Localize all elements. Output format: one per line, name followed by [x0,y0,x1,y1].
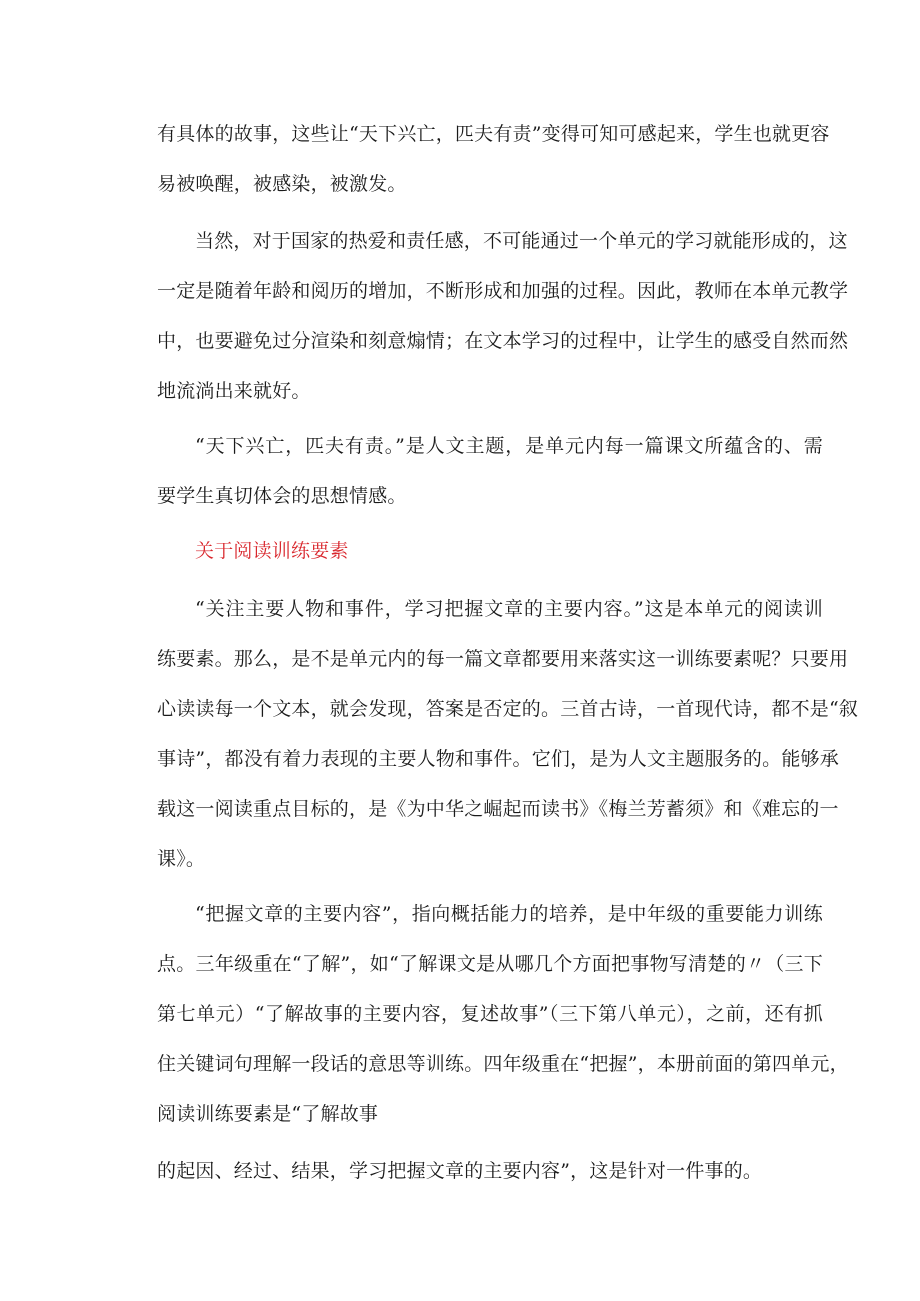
section-heading: 关于阅读训练要素 [195,540,349,562]
paragraph-5-line-5: 阅读训练要素是“了解故事 [157,1103,379,1125]
paragraph-2-line-2: 一定是随着年龄和阅历的增加，不断形成和加强的过程。因此，教师在本单元教学 [157,280,849,302]
paragraph-3-line-1: “天下兴亡，匹夫有责。”是人文主题，是单元内每一篇课文所蕴含的、需 [195,435,823,457]
paragraph-5-line-4: 住关键词句理解一段话的意思等训练。四年级重在“把握”，本册前面的第四单元， [157,1053,849,1075]
paragraph-4-line-5: 载这一阅读重点目标的，是《为中华之崛起而读书》《梅兰芳蓄须》和《难忘的一 [157,798,839,820]
paragraph-5-line-2: 点。三年级重在“了解”，如“了解课文是从哪几个方面把事物写清楚的〃（三下 [157,953,823,975]
paragraph-1-line-1: 有具体的故事，这些让“天下兴亡，匹夫有责”变得可知可感起来，学生也就更容 [157,123,830,145]
paragraph-4-line-4: 事诗”，都没有着力表现的主要人物和事件。它们，是为人文主题服务的。能够承 [157,748,839,770]
paragraph-2-line-4: 地流淌出来就好。 [157,380,311,402]
paragraph-5-line-6: 的起因、经过、结果，学习把握文章的主要内容”，这是针对一件事的。 [157,1160,763,1182]
paragraph-3-line-2: 要学生真切体会的思想情感。 [157,485,407,507]
paragraph-1-line-2: 易被唤醒，被感染，被激发。 [157,173,407,195]
paragraph-4-line-2: 练要素。那么，是不是单元内的每一篇文章都要用来落实这一训练要素呢？只要用 [157,648,849,670]
paragraph-2-line-1: 当然，对于国家的热爱和责任感，不可能通过一个单元的学习就能形成的，这 [195,230,848,252]
paragraph-5-line-1: “把握文章的主要内容”，指向概括能力的培养，是中年级的重要能力训练 [195,903,823,925]
paragraph-4-line-6: 课》。 [157,848,206,870]
paragraph-2-line-3: 中，也要避免过分渲染和刻意煽情；在文本学习的过程中，让学生的感受自然而然 [157,330,849,352]
paragraph-4-line-3: 心读读每一个文本，就会发现，答案是否定的。三首古诗，一首现代诗，都不是“叙 [157,698,859,720]
paragraph-4-line-1: “关注主要人物和事件，学习把握文章的主要内容。”这是本单元的阅读训 [195,598,823,620]
paragraph-5-line-3: 第七单元）“了解故事的主要内容，复述故事”（三下第八单元），之前，还有抓 [157,1003,823,1025]
